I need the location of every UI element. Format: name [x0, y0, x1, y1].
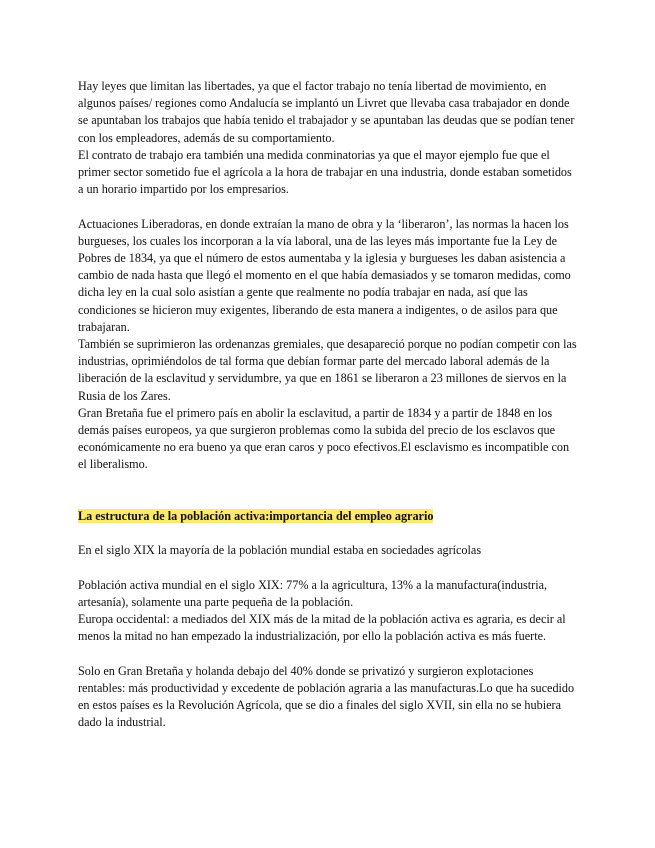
- section-heading-wrap: [78, 508, 580, 525]
- blank-line: [78, 198, 580, 215]
- paragraph-gran-bretana-holanda: Solo en Gran Bretaña y holanda debajo del 40% donde se privatizó y surgieron explotaciones rentables: más productividad y excedente de población agraria a las manufacturas.Lo que ha sucedido en estos países es la Revolución Agrícola, que se dio a finales del siglo XVII, sin ella no se hubiera dado la industrial.: [78, 663, 575, 730]
- blank-line: [78, 525, 580, 542]
- blank-line: [78, 560, 580, 577]
- paragraph-ordenanzas-gremiales: También se suprimieron las ordenanzas gremiales, que desapareció porque no podían competir con las industrias, oprimiéndolos de tal forma que debían formar parte del mercado laboral además de la liberación de la esclavitud y servidumbre, ya que en 1861 se liberaron a 23 millones de siervos en la Rusia de los Zares.: [78, 337, 577, 403]
- paragraph-siglo-xix: En el siglo XIX la mayoría de la población mundial estaba en sociedades agrícolas: [78, 543, 482, 558]
- paragraph-actuaciones-liberadoras: Actuaciones Liberadoras, en donde extraían la mano de obra y la ‘liberaron’, las normas la hacen los burgueses, los cuales los incorporan a la vía laboral, una de las leyes más importante fue la Ley de Pobres de 1834, ya que el número de estos aumentaba y la iglesia y burgueses les daban asistencia a cambio de nada hasta que llegó el momento en el que había demasiados y se tomaron medidas, como dicha ley en la cual solo asistían a gente que realmente no podía trabajar en nada, así que las condiciones se hicieron muy exigentes, liberando de esta manera a indigentes, o de asilos para que trabajaran.: [78, 216, 571, 334]
- document-body: [78, 78, 580, 732]
- paragraph-leyes-libertades: Hay leyes que limitan las libertades, ya que el factor trabajo no tenía libertad de movimiento, en algunos países/ regiones como Andalucía se implantó un Livret que llevaba casa trabajador en donde se apuntaban los trabajos que había tenido el trabajador y se apuntaban las deudas que se podían tener con los empleadores, además de su comportamiento.: [78, 79, 575, 145]
- paragraph-contrato-trabajo: El contrato de trabajo era también una medida conminatorias ya que el mayor ejemplo fue que el primer sector sometido fue el agrícola a la hora de trabajar en una industria, donde estaban sometidos a un horario impartido por los empresarios.: [78, 147, 572, 197]
- paragraph-europa-occidental: Europa occidental: a mediados del XIX más de la mitad de la población activa es agraria, es decir al menos la mitad no han empezado la industrialización, por ello la población activa es más fuerte.: [78, 612, 566, 644]
- paragraph-gran-bretana-esclavitud: Gran Bretaña fue el primero país en abolir la esclavitud, a partir de 1834 y a partir de 1848 en los demás países europeos, ya que surgieron problemas como la subida del precio de los esclavos que económicamente no era bueno ya que eran caros y poco efectivos.El esclavismo es incompatible con el liberalismo.: [78, 405, 570, 472]
- blank-line: [78, 491, 580, 508]
- section-heading: La estructura de la población activa:importancia del empleo agrario: [78, 509, 434, 524]
- blank-line: [78, 474, 580, 491]
- paragraph-poblacion-mundial: Población activa mundial en el siglo XIX: 77% a la agricultura, 13% a la manufactura(industria, artesanía), solamente una parte pequeña de la población.: [78, 577, 548, 610]
- blank-line: [78, 646, 580, 663]
